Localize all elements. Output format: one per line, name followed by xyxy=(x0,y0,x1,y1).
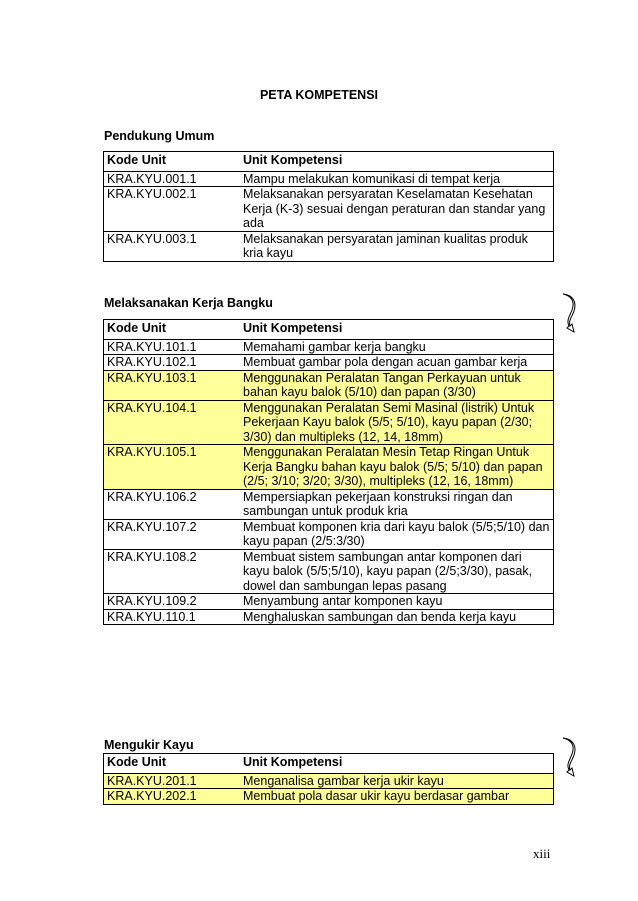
page-curl-icon xyxy=(560,292,578,334)
unit-name: Menganalisa gambar kerja ukir kayu xyxy=(240,773,554,789)
table-mengukir-kayu xyxy=(103,753,554,805)
unit-code: KRA.KYU.201.1 xyxy=(104,773,241,789)
unit-code: KRA.KYU.110.1 xyxy=(104,609,241,625)
table-row xyxy=(104,594,554,610)
section-title-mengukir-kayu: Mengukir Kayu xyxy=(104,738,194,752)
unit-code: KRA.KYU.105.1 xyxy=(104,445,241,490)
table-header-row xyxy=(104,320,554,340)
table-row xyxy=(104,339,554,355)
table-header-row xyxy=(104,152,554,172)
unit-name: Melaksanakan persyaratan Keselamatan Kesehatan Kerja (K-3) sesuai dengan peraturan dan standar yang ada xyxy=(240,187,554,232)
table-kerja-bangku xyxy=(103,319,554,625)
table-row xyxy=(104,355,554,371)
unit-name: Mempersiapkan pekerjaan konstruksi ringan dan sambungan untuk produk kria xyxy=(240,489,554,519)
column-header-name: Unit Kompetensi xyxy=(240,152,554,172)
table-header-row xyxy=(104,754,554,774)
column-header-name: Unit Kompetensi xyxy=(240,320,554,340)
unit-name: Membuat sistem sambungan antar komponen dari kayu balok (5/5;5/10), kayu papan (2/5;3/30), pasak, dowel dan sambungan lepas pasang xyxy=(240,549,554,594)
table-row xyxy=(104,231,554,261)
page-curl-icon xyxy=(560,736,578,778)
table-row xyxy=(104,549,554,594)
unit-code: KRA.KYU.001.1 xyxy=(104,171,241,187)
table-row xyxy=(104,773,554,789)
unit-code: KRA.KYU.101.1 xyxy=(104,339,241,355)
unit-name: Menggunakan Peralatan Tangan Perkayuan untuk bahan kayu balok (5/10) dan papan (3/30) xyxy=(240,370,554,400)
column-header-code: Kode Unit xyxy=(104,320,241,340)
unit-name: Membuat komponen kria dari kayu balok (5/5;5/10) dan kayu papan (2/5:3/30) xyxy=(240,519,554,549)
unit-code: KRA.KYU.106.2 xyxy=(104,489,241,519)
table-row xyxy=(104,609,554,625)
column-header-code: Kode Unit xyxy=(104,754,241,774)
unit-name: Membuat pola dasar ukir kayu berdasar gambar xyxy=(240,789,554,805)
unit-code: KRA.KYU.002.1 xyxy=(104,187,241,232)
unit-code: KRA.KYU.104.1 xyxy=(104,400,241,445)
table-row xyxy=(104,187,554,232)
table-row xyxy=(104,519,554,549)
section-title-pendukung-umum: Pendukung Umum xyxy=(104,129,215,143)
table-row xyxy=(104,789,554,805)
page-number: xiii xyxy=(533,846,551,861)
table-pendukung-umum xyxy=(103,151,554,262)
unit-code: KRA.KYU.202.1 xyxy=(104,789,241,805)
column-header-code: Kode Unit xyxy=(104,152,241,172)
table-row xyxy=(104,489,554,519)
unit-name: Menggunakan Peralatan Mesin Tetap Ringan Untuk Kerja Bangku bahan kayu balok (5/5; 5/10) dan papan (2/5; 3/10; 3/20; 3/30), multipleks (12, 16, 18mm) xyxy=(240,445,554,490)
unit-code: KRA.KYU.103.1 xyxy=(104,370,241,400)
unit-name: Mampu melakukan komunikasi di tempat kerja xyxy=(240,171,554,187)
unit-name: Menyambung antar komponen kayu xyxy=(240,594,554,610)
table-row xyxy=(104,370,554,400)
unit-code: KRA.KYU.003.1 xyxy=(104,231,241,261)
unit-name: Menggunakan Peralatan Semi Masinal (listrik) Untuk Pekerjaan Kayu balok (5/5; 5/10), kayu papan (2/30; 3/30) dan multipleks (12, 14, 18mm) xyxy=(240,400,554,445)
unit-code: KRA.KYU.109.2 xyxy=(104,594,241,610)
unit-name: Membuat gambar pola dengan acuan gambar kerja xyxy=(240,355,554,371)
unit-name: Memahami gambar kerja bangku xyxy=(240,339,554,355)
unit-name: Melaksanakan persyaratan jaminan kualitas produk kria kayu xyxy=(240,231,554,261)
unit-code: KRA.KYU.102.1 xyxy=(104,355,241,371)
table-row xyxy=(104,171,554,187)
unit-code: KRA.KYU.107.2 xyxy=(104,519,241,549)
table-row xyxy=(104,445,554,490)
unit-name: Menghaluskan sambungan dan benda kerja kayu xyxy=(240,609,554,625)
unit-code: KRA.KYU.108.2 xyxy=(104,549,241,594)
section-title-kerja-bangku: Melaksanakan Kerja Bangku xyxy=(104,296,273,310)
page-title: PETA KOMPETENSI xyxy=(259,88,379,102)
table-row xyxy=(104,400,554,445)
column-header-name: Unit Kompetensi xyxy=(240,754,554,774)
